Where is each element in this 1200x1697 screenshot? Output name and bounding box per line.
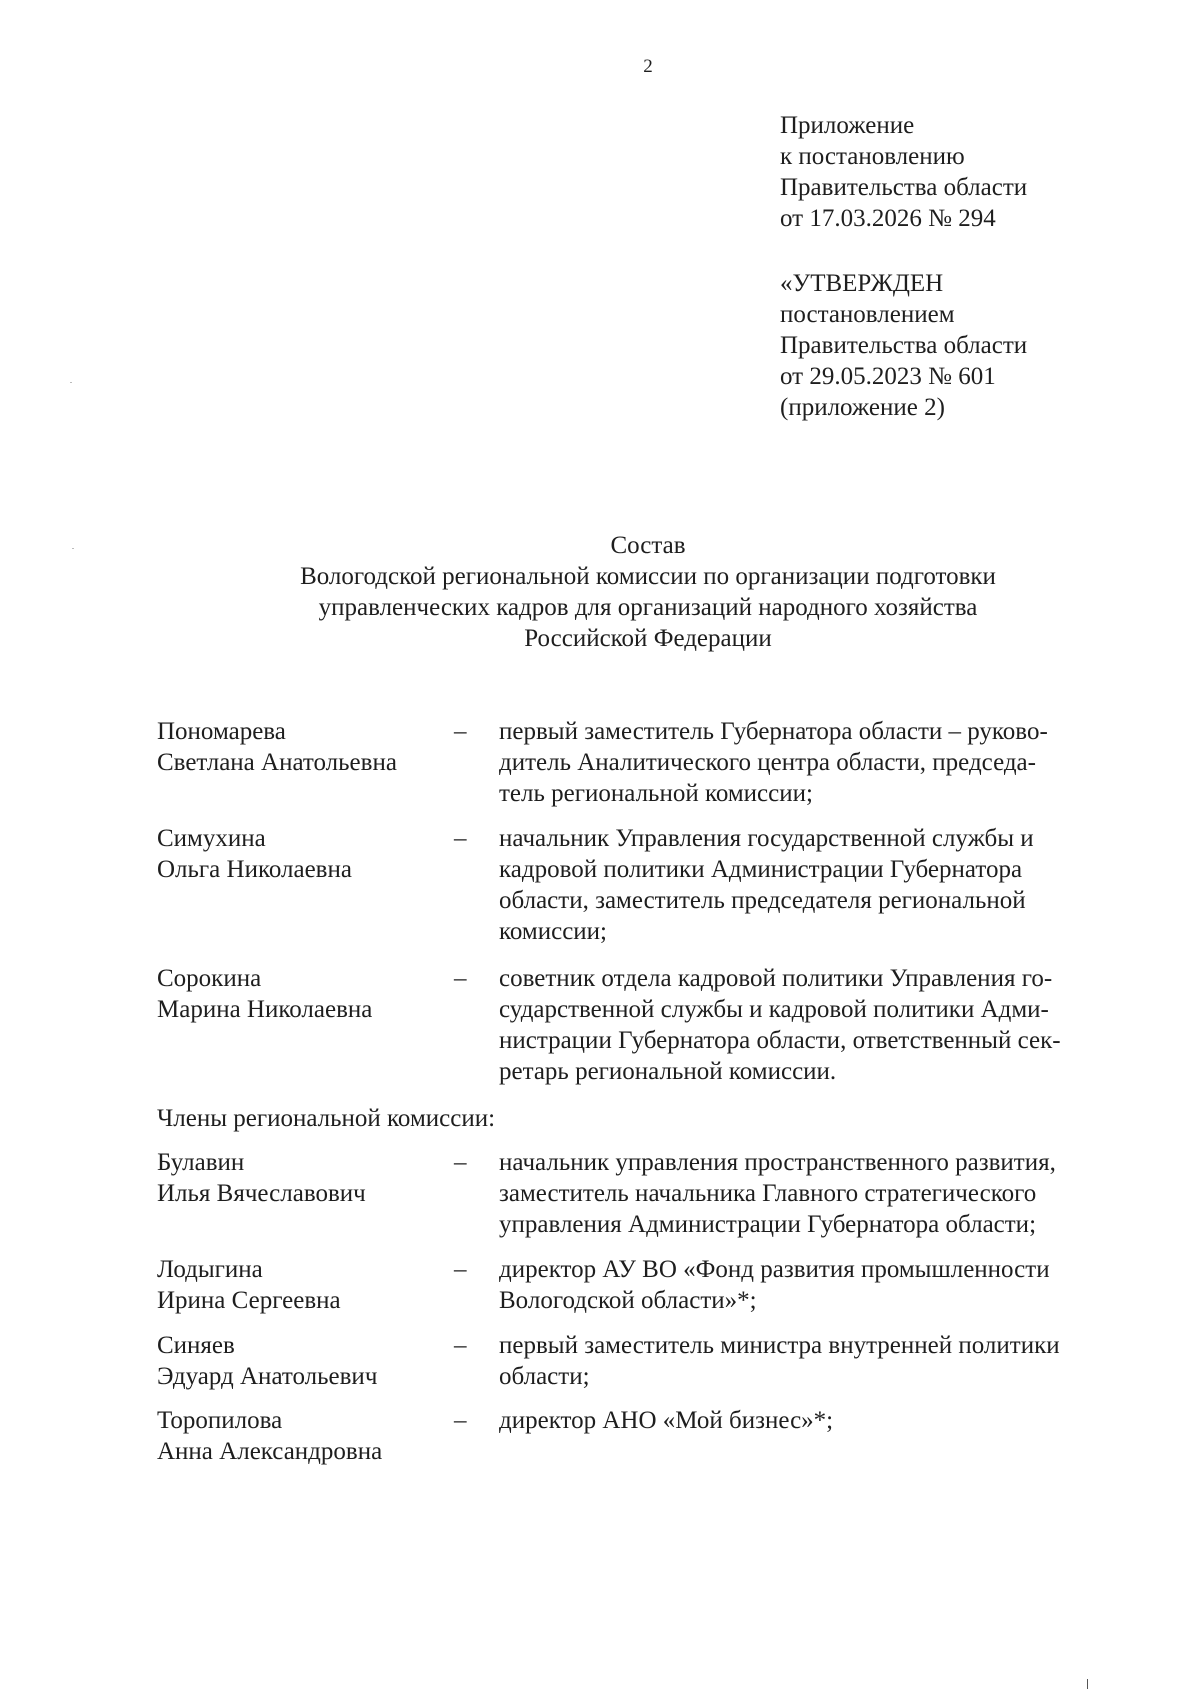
- approval-line: от 29.05.2023 № 601: [780, 363, 996, 390]
- member-role: [499, 1254, 1149, 1316]
- title-line: Российской Федерации: [524, 625, 772, 652]
- member-dash: –: [454, 1407, 467, 1434]
- approval-line: (приложение 2): [780, 394, 945, 421]
- member-role: [499, 1147, 1149, 1240]
- member-dash: –: [454, 1332, 467, 1359]
- document-title: [130, 530, 1166, 654]
- role-line: советник отдела кадровой политики Управления го-: [499, 965, 1053, 992]
- member-given-name: Эдуард Анатольевич: [157, 1363, 378, 1390]
- member-dash: –: [454, 965, 467, 992]
- member-name: [157, 716, 457, 778]
- scan-speck: [70, 382, 72, 383]
- member-surname: Булавин: [157, 1149, 245, 1176]
- member-dash: –: [454, 718, 467, 745]
- role-line: ретарь региональной комиссии.: [499, 1058, 837, 1085]
- role-line: заместитель начальника Главного стратегического: [499, 1180, 1037, 1207]
- member-name: [157, 1254, 457, 1316]
- member-role: [499, 1330, 1149, 1392]
- member-dash: –: [454, 825, 467, 852]
- member-surname: Лодыгина: [157, 1256, 263, 1283]
- member-role: [499, 963, 1149, 1087]
- role-line: области, заместитель председателя региональной: [499, 887, 1026, 914]
- role-line: области;: [499, 1363, 590, 1390]
- approval-line: Правительства области: [780, 332, 1028, 359]
- members-heading: Члены региональной комиссии:: [157, 1105, 496, 1132]
- approval-line: постановлением: [780, 301, 955, 328]
- scan-mark: [1087, 1679, 1088, 1689]
- attachment-line: к постановлению: [780, 143, 965, 170]
- member-surname: Пономарева: [157, 718, 286, 745]
- role-line: тель региональной комиссии;: [499, 780, 813, 807]
- member-name: [157, 823, 457, 885]
- member-given-name: Ольга Николаевна: [157, 856, 352, 883]
- member-given-name: Илья Вячеславович: [157, 1180, 366, 1207]
- attachment-header: [780, 110, 1180, 234]
- member-name: [157, 1147, 457, 1209]
- attachment-line: от 17.03.2026 № 294: [780, 205, 996, 232]
- role-line: дитель Аналитического центра области, председа-: [499, 749, 1036, 776]
- role-line: начальник управления пространственного развития,: [499, 1149, 1056, 1176]
- member-given-name: Анна Александровна: [157, 1438, 383, 1465]
- member-name: [157, 1405, 457, 1467]
- role-line: первый заместитель Губернатора области – руково-: [499, 718, 1048, 745]
- role-line: комиссии;: [499, 918, 607, 945]
- member-surname: Симухина: [157, 825, 266, 852]
- title-line: Вологодской региональной комиссии по организации подготовки: [300, 563, 996, 590]
- member-role: [499, 716, 1149, 809]
- scan-speck: [72, 548, 74, 549]
- member-surname: Синяев: [157, 1332, 235, 1359]
- role-line: Вологодской области»*;: [499, 1287, 757, 1314]
- member-surname: Торопилова: [157, 1407, 283, 1434]
- role-line: директор АУ ВО «Фонд развития промышленности: [499, 1256, 1050, 1283]
- member-given-name: Ирина Сергеевна: [157, 1287, 341, 1314]
- role-line: директор АНО «Мой бизнес»*;: [499, 1407, 834, 1434]
- role-line: кадровой политики Администрации Губернатора: [499, 856, 1023, 883]
- title-line: управленческих кадров для организаций народного хозяйства: [318, 594, 978, 621]
- role-line: начальник Управления государственной службы и: [499, 825, 1034, 852]
- page-number: 2: [643, 56, 653, 77]
- title-line: Состав: [610, 532, 686, 559]
- role-line: нистрации Губернатора области, ответственный сек-: [499, 1027, 1061, 1054]
- approval-header: [780, 268, 1180, 423]
- attachment-line: Правительства области: [780, 174, 1028, 201]
- member-given-name: Светлана Анатольевна: [157, 749, 397, 776]
- member-given-name: Марина Николаевна: [157, 996, 373, 1023]
- member-role: [499, 823, 1149, 947]
- role-line: управления Администрации Губернатора области;: [499, 1211, 1037, 1238]
- role-line: первый заместитель министра внутренней политики: [499, 1332, 1060, 1359]
- member-dash: –: [454, 1256, 467, 1283]
- member-role: [499, 1405, 1149, 1436]
- attachment-line: Приложение: [780, 112, 915, 139]
- member-name: [157, 963, 457, 1025]
- member-dash: –: [454, 1149, 467, 1176]
- role-line: сударственной службы и кадровой политики Адми-: [499, 996, 1049, 1023]
- member-surname: Сорокина: [157, 965, 262, 992]
- member-name: [157, 1330, 457, 1392]
- approval-line: «УТВЕРЖДЕН: [780, 270, 944, 297]
